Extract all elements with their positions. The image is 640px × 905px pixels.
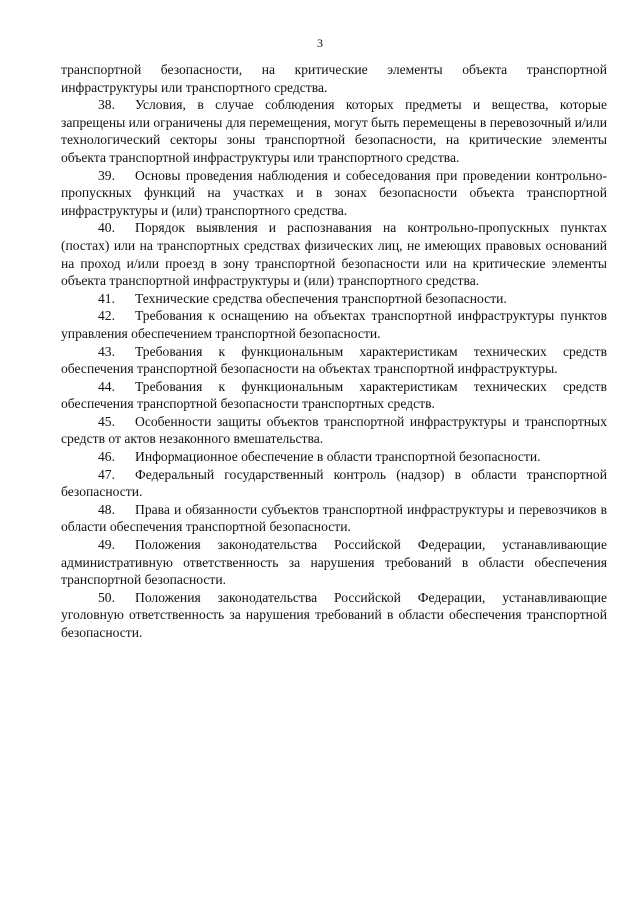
item-number: 39. [98,167,115,183]
list-item-50 [61,589,607,642]
item-text: Федеральный государственный контроль (надзор) в области транспортной безопасности. [61,466,607,500]
list-item-46 [61,448,607,466]
item-number: 40. [98,220,115,236]
item-text: Условия, в случае соблюдения которых предметы и вещества, которые запрещены или ограничены для перемещения, могут быть перемещены в перевозочный и/или технологический секторы зоны транспортной безопасности, на критические элементы объекта транспортной инфраструктуры или транспортного средства. [61,97,607,165]
item-number: 46. [98,449,115,465]
list-item-41 [61,290,607,308]
list-item-48 [61,501,607,536]
item-number: 44. [98,378,115,394]
list-item-40 [61,219,607,289]
item-text: Требования к функциональным характеристикам технических средств обеспечения транспортной безопасности транспортных средств. [61,378,607,412]
item-text: Особенности защиты объектов транспортной инфраструктуры и транспортных средств от актов незаконного вмешательства. [61,413,607,447]
item-number: 48. [98,501,115,517]
paragraph-continuation [61,61,607,96]
item-text: Технические средства обеспечения транспортной безопасности. [135,290,507,306]
item-number: 49. [98,537,115,553]
item-number: 42. [98,308,115,324]
item-number: 47. [98,466,115,482]
item-text: Требования к оснащению на объектах транспортной инфраструктуры пунктов управления обеспечением транспортной безопасности. [61,308,607,341]
item-text: Положения законодательства Российской Федерации, устанавливающие уголовную ответственность за нарушения требований в области обеспечения транспортной безопасности. [61,589,607,640]
item-number: 50. [98,589,115,605]
list-item-45 [61,413,607,448]
item-text: Информационное обеспечение в области транспортной безопасности. [135,449,541,465]
item-number: 41. [98,290,115,306]
list-item-43 [61,343,607,378]
item-number: 45. [98,413,115,429]
page-number: 3 [317,36,323,50]
item-text: Положения законодательства Российской Федерации, устанавливающие административную ответственность за нарушения требований в области обеспечения транспортной безопасности. [61,537,607,588]
list-item-39 [61,167,607,220]
document-body [61,61,607,642]
paragraph-text: транспортной безопасности, на критические элементы объекта транспортной инфраструктуры или транспортного средства. [61,62,607,95]
item-text: Основы проведения наблюдения и собеседования при проведении контрольно-пропускных функций на участках и в зонах безопасности объекта транспортной инфраструктуры и (или) транспортного средства. [61,167,607,218]
item-number: 38. [98,97,115,113]
item-text: Требования к функциональным характеристикам технических средств обеспечения транспортной безопасности на объектах транспортной инфраструктуры. [61,343,607,377]
item-text: Права и обязанности субъектов транспортной инфраструктуры и перевозчиков в области обеспечения транспортной безопасности. [61,501,607,535]
list-item-42 [61,307,607,342]
item-text: Порядок выявления и распознавания на контрольно-пропускных пунктах (постах) или на транспортных средствах физических лиц, не имеющих правовых оснований на проход и/или проезд в зону транспортной безопасности или на критические элементы объекта транспортной инфраструктуры и (или) транспортного средства. [61,220,607,289]
list-item-38 [61,96,607,166]
list-item-44 [61,378,607,413]
list-item-49 [61,536,607,589]
item-number: 43. [98,343,115,359]
list-item-47 [61,466,607,501]
